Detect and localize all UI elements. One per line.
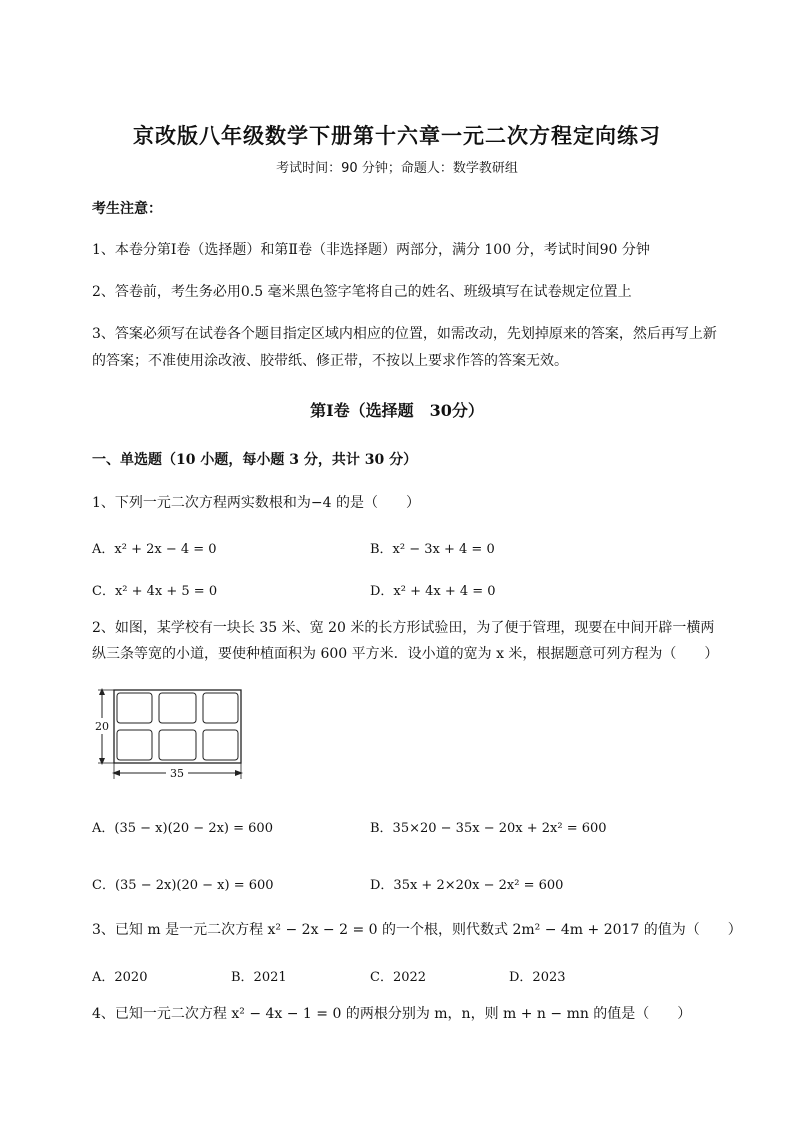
plot-6 <box>203 730 238 760</box>
plot-1 <box>117 693 152 723</box>
part-heading: 一、单选题（10 小题，每小题 3 分，共计 30 分） <box>92 452 418 468</box>
width-label: 35 <box>170 767 184 780</box>
question-2-stem-line1: 2、如图，某学校有一块长 35 米、宽 20 米的长方形试验田，为了便于管理，现要在中间开辟一横两 <box>92 620 715 636</box>
q3-option-a: A．2020 <box>92 970 148 985</box>
exam-info: 考试时间：90 分钟；命题人：数学教研组 <box>276 161 518 176</box>
height-label: 20 <box>95 720 109 733</box>
question-1-stem: 1、下列一元二次方程两实数根和为−4 的是（ ） <box>92 495 420 511</box>
q3-option-b: B．2021 <box>231 970 287 985</box>
notice-item-2: 2、答卷前，考生务必用0.5 毫米黑色签字笔将自己的姓名、班级填写在试卷规定位置上 <box>92 284 632 300</box>
notice-item-3-cont: 的答案；不准使用涂改液、胶带纸、修正带，不按以上要求作答的答案无效。 <box>92 353 568 369</box>
plot-3 <box>203 693 238 723</box>
question-3-stem: 3、已知 m 是一元二次方程 x² − 2x − 2 = 0 的一个根，则代数式 2m² − 4m + 2017 的值为（ ） <box>92 922 742 938</box>
q2-option-a: A．(35 − x)(20 − 2x) = 600 <box>92 821 273 836</box>
q3-option-d: D．2023 <box>509 970 566 985</box>
q3-option-c: C．2022 <box>370 970 427 985</box>
notice-heading: 考生注意： <box>92 201 162 217</box>
plot-2 <box>159 693 196 723</box>
q2-option-d: D．35x + 2×20x − 2x² = 600 <box>370 878 564 893</box>
plot-5 <box>159 730 196 760</box>
q1-option-c: C．x² + 4x + 5 = 0 <box>92 584 218 599</box>
notice-item-1: 1、本卷分第Ⅰ卷（选择题）和第Ⅱ卷（非选择题）两部分，满分 100 分，考试时间90 分钟 <box>92 242 650 258</box>
notice-item-3: 3、答案必须写在试卷各个题目指定区域内相应的位置，如需改动，先划掉原来的答案，然后再写上新 <box>92 326 717 342</box>
question-4-stem: 4、已知一元二次方程 x² − 4x − 1 = 0 的两根分别为 m，n，则 m + n − mn 的值是（ ） <box>92 1006 692 1022</box>
section-title: 第Ⅰ卷（选择题 30分） <box>310 401 484 420</box>
q1-option-b: B．x² − 3x + 4 = 0 <box>370 542 495 557</box>
page-title: 京改版八年级数学下册第十六章一元二次方程定向练习 <box>133 123 661 148</box>
field-diagram <box>92 685 252 785</box>
field-outline <box>114 690 241 763</box>
plot-4 <box>117 730 152 760</box>
q1-option-d: D．x² + 4x + 4 = 0 <box>370 584 496 599</box>
q1-option-a: A．x² + 2x − 4 = 0 <box>92 542 217 557</box>
question-2-stem-line2: 纵三条等宽的小道，要使种植面积为 600 平方米．设小道的宽为 x 米，根据题意可列方程为（ ） <box>92 646 719 662</box>
q2-option-c: C．(35 − 2x)(20 − x) = 600 <box>92 878 274 893</box>
q2-option-b: B．35×20 − 35x − 20x + 2x² = 600 <box>370 821 607 836</box>
